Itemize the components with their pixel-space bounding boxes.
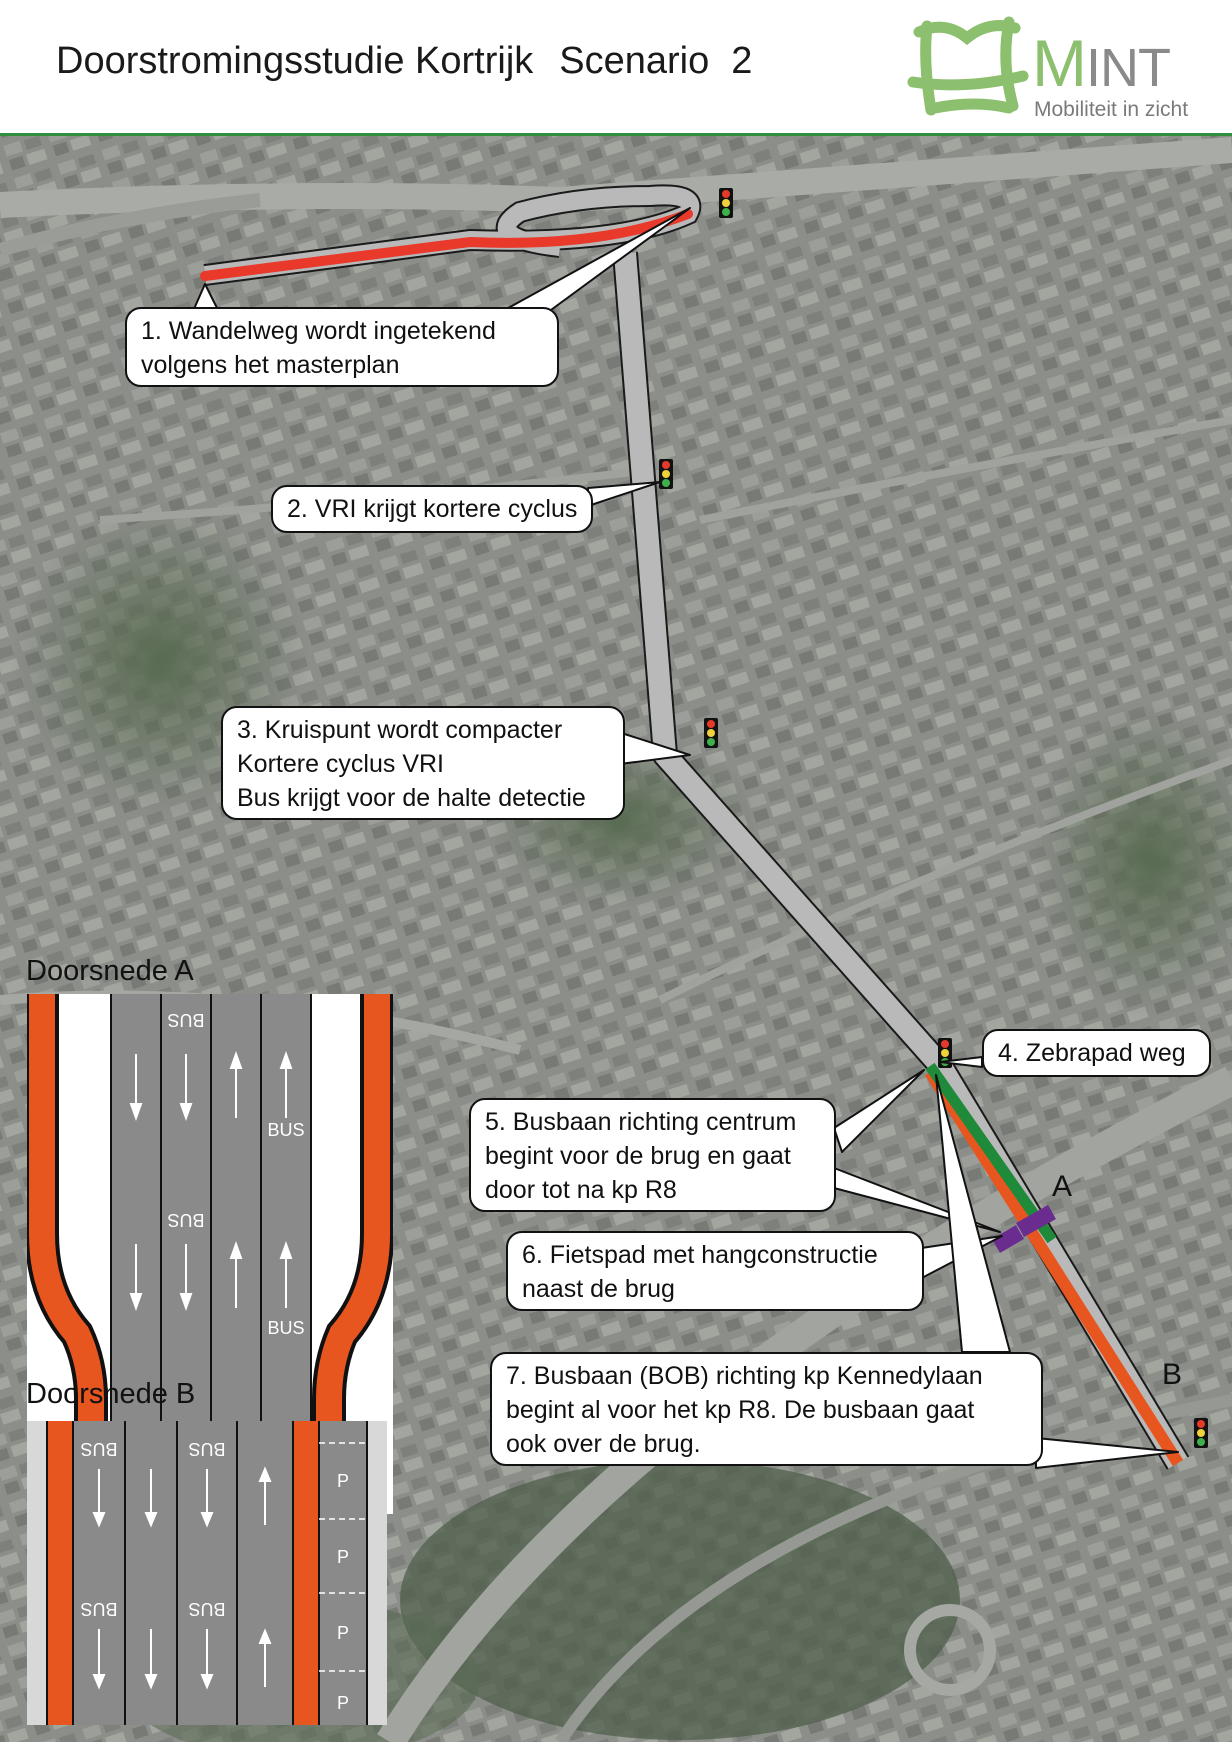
traffic-light-icon	[719, 188, 733, 218]
logo-letter-m: M	[1032, 26, 1086, 100]
cross-section-a-bus-label-3: BUS	[267, 1120, 305, 1140]
callout-4-line-1: 4. Zebrapad weg	[998, 1039, 1186, 1067]
parking-label-1: P	[336, 1471, 350, 1491]
cross-section-a-bus-label-2: BUS	[167, 1210, 205, 1230]
callout-2-line-1: 2. VRI krijgt kortere cyclus	[287, 495, 578, 523]
scenario-number: 2	[731, 40, 753, 82]
callout-3-line-2: Kortere cyclus VRI	[237, 750, 445, 778]
mint-logo	[905, 12, 1205, 124]
parking-label-2: P	[336, 1547, 350, 1567]
cross-section-a-bus-label-4: BUS	[267, 1318, 305, 1338]
callout-7-line-3: ook over de brug.	[506, 1430, 701, 1458]
cross-section-a-title: Doorsnede A	[26, 955, 194, 987]
callout-1-line-2: volgens het masterplan	[141, 351, 400, 379]
callout-1-line-1: 1. Wandelweg wordt ingetekend	[141, 317, 496, 345]
cross-section-b-bus-label-3: BUS	[80, 1599, 118, 1619]
cross-section-b-bus-label-2: BUS	[188, 1439, 226, 1459]
cross-section-a-bus-label-1: BUS	[167, 1010, 205, 1030]
cross-section-b-bus-label-1: BUS	[80, 1439, 118, 1459]
callout-3	[221, 706, 625, 820]
scenario-label: Scenario	[559, 40, 710, 82]
callout-5-line-2: begint voor de brug en gaat	[485, 1142, 791, 1170]
logo-letters-int: INT	[1085, 38, 1170, 98]
callout-3-line-3: Bus krijgt voor de halte detectie	[237, 784, 586, 812]
logo-tagline: Mobiliteit in zicht	[1034, 98, 1189, 121]
callout-1	[125, 307, 559, 387]
title-text: Doorstromingsstudie Kortrijk	[56, 40, 534, 82]
callout-7	[490, 1352, 1043, 1466]
callout-6-line-1: 6. Fietspad met hangconstructie	[522, 1241, 878, 1269]
traffic-light-icon	[704, 718, 718, 748]
callout-3-line-1: 3. Kruispunt wordt compacter	[237, 716, 563, 744]
callout-5	[469, 1098, 836, 1212]
callout-2	[271, 485, 593, 533]
marker-b: B	[1162, 1358, 1183, 1391]
traffic-light-icon	[659, 459, 673, 489]
marker-a: A	[1052, 1170, 1073, 1203]
aerial-map	[0, 136, 1232, 1742]
callout-5-line-3: door tot na kp R8	[485, 1176, 677, 1204]
traffic-light-icon	[1194, 1418, 1208, 1448]
cross-section-b-bus-label-4: BUS	[188, 1599, 226, 1619]
cross-section-b-title: Doorsnede B	[26, 1378, 196, 1410]
cross-section-b	[27, 1421, 387, 1725]
callout-5-line-1: 5. Busbaan richting centrum	[485, 1108, 797, 1136]
page-title	[56, 40, 752, 83]
parking-label-3: P	[336, 1623, 350, 1643]
logo-wordmark	[1032, 26, 1170, 100]
callout-4	[982, 1029, 1211, 1077]
parking-label-4: P	[336, 1693, 350, 1713]
callout-6-line-2: naast de brug	[522, 1275, 675, 1303]
callout-7-line-2: begint al voor het kp R8. De busbaan gaat	[506, 1396, 975, 1424]
callout-6	[506, 1231, 924, 1311]
header	[0, 0, 1232, 136]
logo-frame-icon	[905, 12, 1030, 124]
callout-7-line-1: 7. Busbaan (BOB) richting kp Kennedylaan	[506, 1362, 983, 1390]
